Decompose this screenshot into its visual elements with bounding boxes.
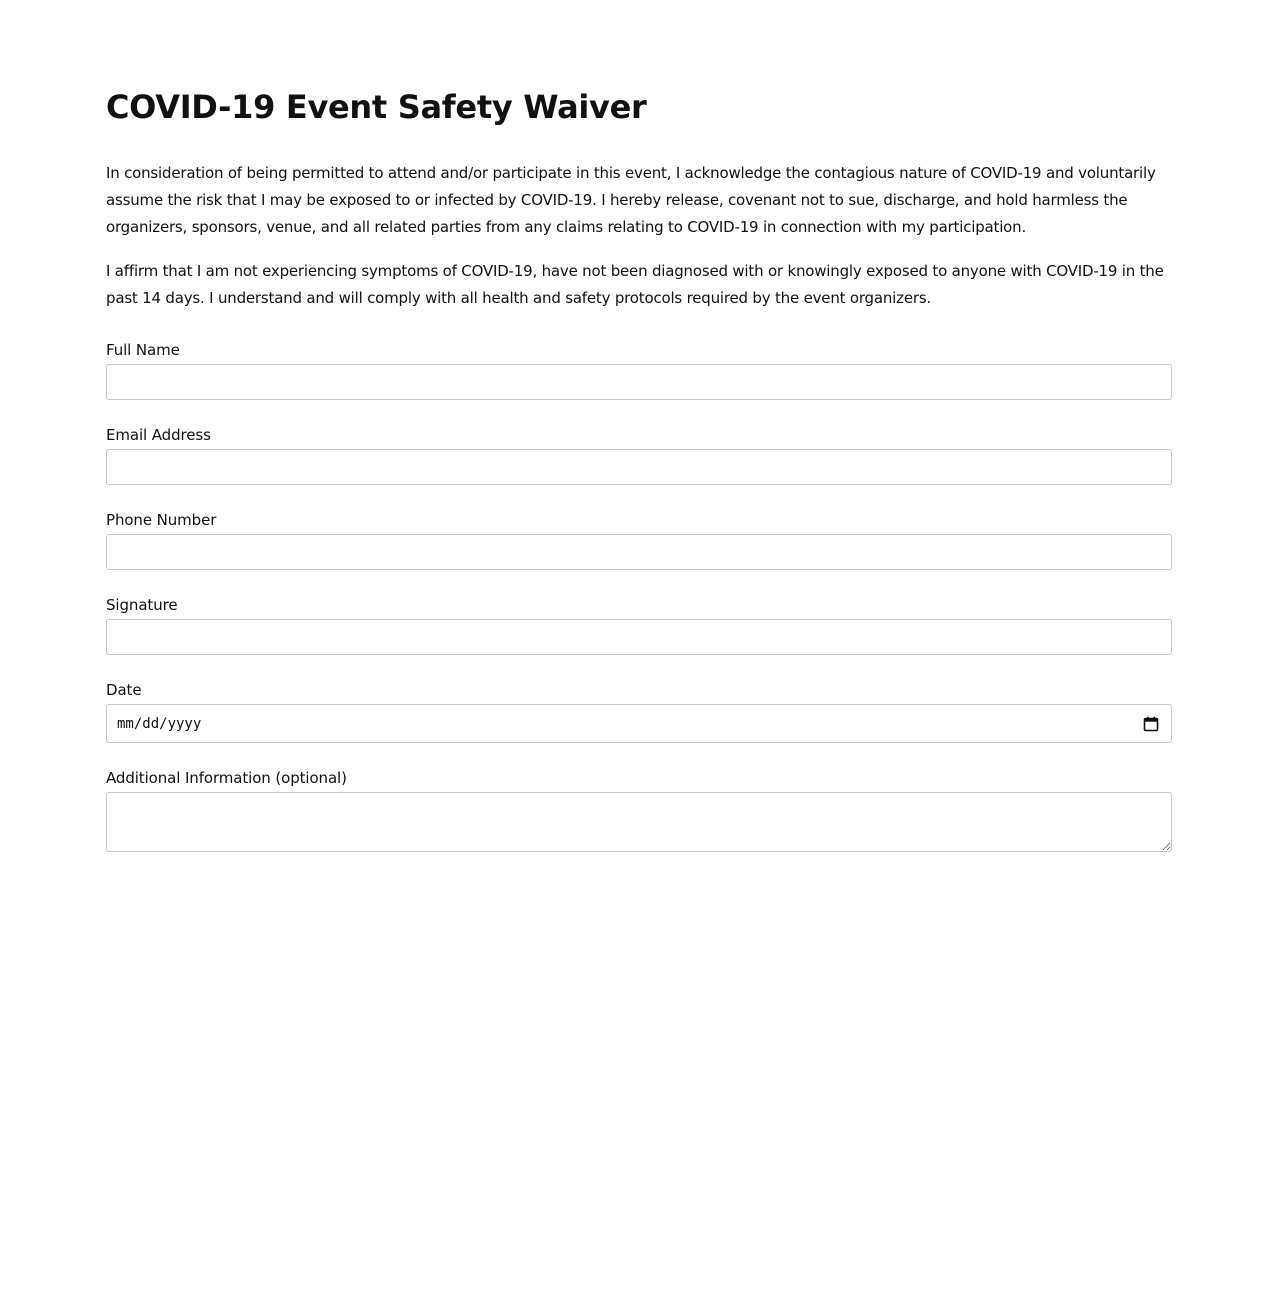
date-placeholder: mm/dd/yyyy bbox=[117, 715, 202, 732]
additional-info-textarea[interactable] bbox=[106, 792, 1172, 852]
waiver-paragraph-affirmation: I affirm that I am not experiencing symptoms of COVID-19, have not been diagnosed with or knowingly exposed to anyone with COVID-19 in the past 14 days. I understand and will comply with all health and safety protocols required by the event organizers. bbox=[106, 262, 1164, 307]
phone-label: Phone Number bbox=[106, 511, 217, 529]
date-label: Date bbox=[106, 681, 142, 699]
waiver-paragraph-release: In consideration of being permitted to attend and/or participate in this event, I acknowledge the contagious nature of COVID-19 and voluntarily assume the risk that I may be exposed to or infected by COVID-19. I hereby release, covenant not to sue, discharge, and hold harmless the organizers, sponsors, venue, and all related parties from any claims relating to COVID-19 in connection with my participation. bbox=[106, 164, 1156, 236]
email-input[interactable] bbox=[106, 449, 1172, 485]
date-input[interactable] bbox=[106, 704, 1172, 743]
signature-label: Signature bbox=[106, 596, 178, 614]
full-name-input[interactable] bbox=[106, 364, 1172, 400]
signature-input[interactable] bbox=[106, 619, 1172, 655]
phone-input[interactable] bbox=[106, 534, 1172, 570]
page-title: COVID-19 Event Safety Waiver bbox=[106, 88, 647, 126]
calendar-icon[interactable] bbox=[1143, 716, 1159, 732]
full-name-label: Full Name bbox=[106, 341, 180, 359]
email-label: Email Address bbox=[106, 426, 211, 444]
additional-info-label: Additional Information (optional) bbox=[106, 769, 347, 787]
